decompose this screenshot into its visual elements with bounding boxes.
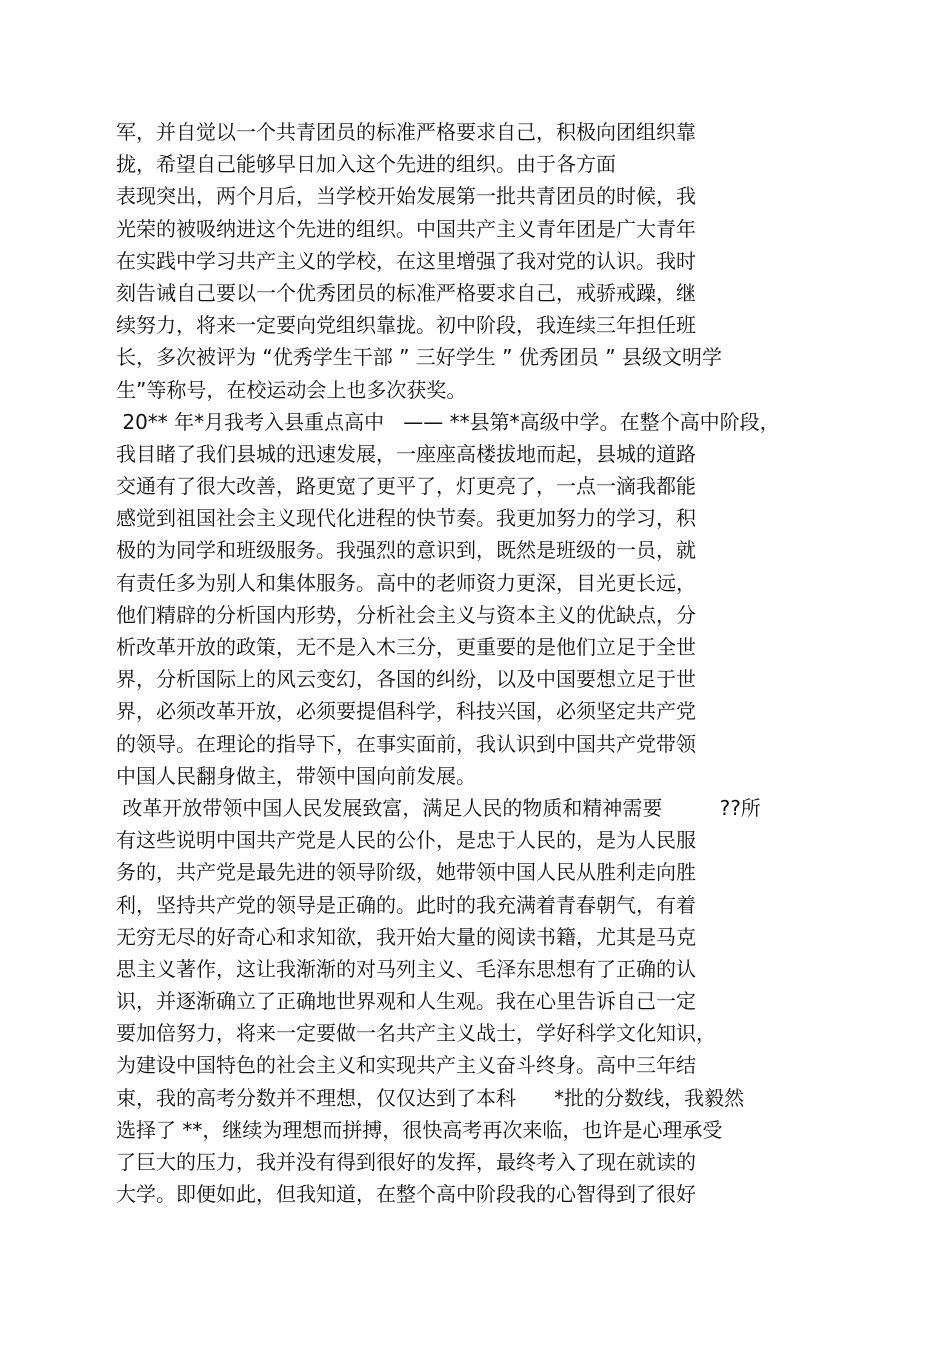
text-line: 的领导。在理论的指导下，在事实面前，我认识到中国共产党带领	[116, 731, 696, 756]
text-line: 拢，希望自己能够早日加入这个先进的组织。由于各方面	[116, 152, 616, 177]
text-line: 军，并自觉以一个共青团员的标准严格要求自己，积极向团组织靠	[116, 120, 696, 144]
text-line: 他们精辟的分析国内形势，分析社会主义与资本主义的优缺点，分	[116, 602, 696, 627]
text-line: 界，分析国际上的风云变幻，各国的纠纷，以及中国要想立足于世	[116, 667, 696, 692]
text-line: 利，坚持共产党的领导是正确的。此时的我充满着青春朝气，有着	[116, 892, 696, 917]
text-line: 析改革开放的政策，无不是入木三分，更重要的是他们立足于全世	[116, 635, 696, 659]
text-line: 交通有了很大改善，路更宽了更平了，灯更亮了，一点一滴我都能	[116, 474, 696, 499]
text-line: 改革开放带领中国人民发展致富，满足人民的物质和精神需要 ??所	[116, 795, 761, 820]
text-line: 极的为同学和班级服务。我强烈的意识到，既然是班级的一员，就	[116, 538, 696, 563]
text-line: 生”等称号，在校运动会上也多次获奖。	[116, 377, 467, 402]
text-line: 务的，共产党是最先进的领导阶级，她带领中国人民从胜利走向胜	[116, 860, 696, 885]
text-line: 光荣的被吸纳进这个先进的组织。中国共产主义青年团是广大青年	[116, 216, 696, 241]
text-line: 无穷无尽的好奇心和求知欲，我开始大量的阅读书籍，尤其是马克	[116, 924, 696, 949]
text-line: 感觉到祖国社会主义现代化进程的快节奏。我更加努力的学习，积	[116, 506, 696, 531]
text-line: 识，并逐渐确立了正确地世界观和人生观。我在心里告诉自己一定	[116, 989, 696, 1014]
text-line: 刻告诫自己要以一个优秀团员的标准严格要求自己，戒骄戒躁，继	[116, 280, 696, 305]
text-line: 有责任多为别人和集体服务。高中的老师资力更深，目光更长远，	[116, 570, 696, 595]
text-line: 续努力，将来一定要向党组织靠拢。初中阶段，我连续三年担任班	[116, 313, 696, 338]
text-line: 要加倍努力，将来一定要做一名共产主义战士，学好科学文化知识，	[116, 1021, 716, 1046]
text-line: 长，多次被评为 “优秀学生干部 ” 三好学生 ” 优秀团员 ” 县级文明学	[116, 345, 722, 370]
text-line: 我目睹了我们县城的迅速发展，一座座高楼拔地而起，县城的道路	[116, 441, 696, 466]
text-line: 大学。即便如此，但我知道，在整个高中阶段我的心智得到了很好	[116, 1182, 696, 1207]
text-line: 了巨大的压力，我并没有得到很好的发挥，最终考入了现在就读的	[116, 1150, 696, 1174]
text-line: 界，必须改革开放，必须要提倡科学，科技兴国，必须坚定共产党	[116, 699, 696, 724]
text-line: 中国人民翻身做主，带领中国向前发展。	[116, 763, 476, 788]
text-line: 20** 年*月我考入县重点高中 —— **县第*高级中学。在整个高中阶段，	[116, 409, 780, 434]
text-line: 束，我的高考分数并不理想，仅仅达到了本科 *批的分数线，我毅然	[116, 1085, 745, 1110]
text-line: 有这些说明中国共产党是人民的公仆，是忠于人民的，是为人民服	[116, 828, 696, 853]
text-line: 思主义著作，这让我渐渐的对马列主义、毛泽东思想有了正确的认	[116, 956, 696, 981]
text-line: 选择了 **，继续为理想而拼搏，很快高考再次来临，也许是心理承受	[116, 1117, 723, 1142]
text-line: 在实践中学习共产主义的学校，在这里增强了我对党的认识。我时	[116, 248, 696, 273]
text-line: 为建设中国特色的社会主义和实现共产主义奋斗终身。高中三年结	[116, 1053, 696, 1078]
text-line: 表现突出，两个月后，当学校开始发展第一批共青团员的时候，我	[116, 184, 696, 209]
body-text	[116, 116, 836, 1210]
